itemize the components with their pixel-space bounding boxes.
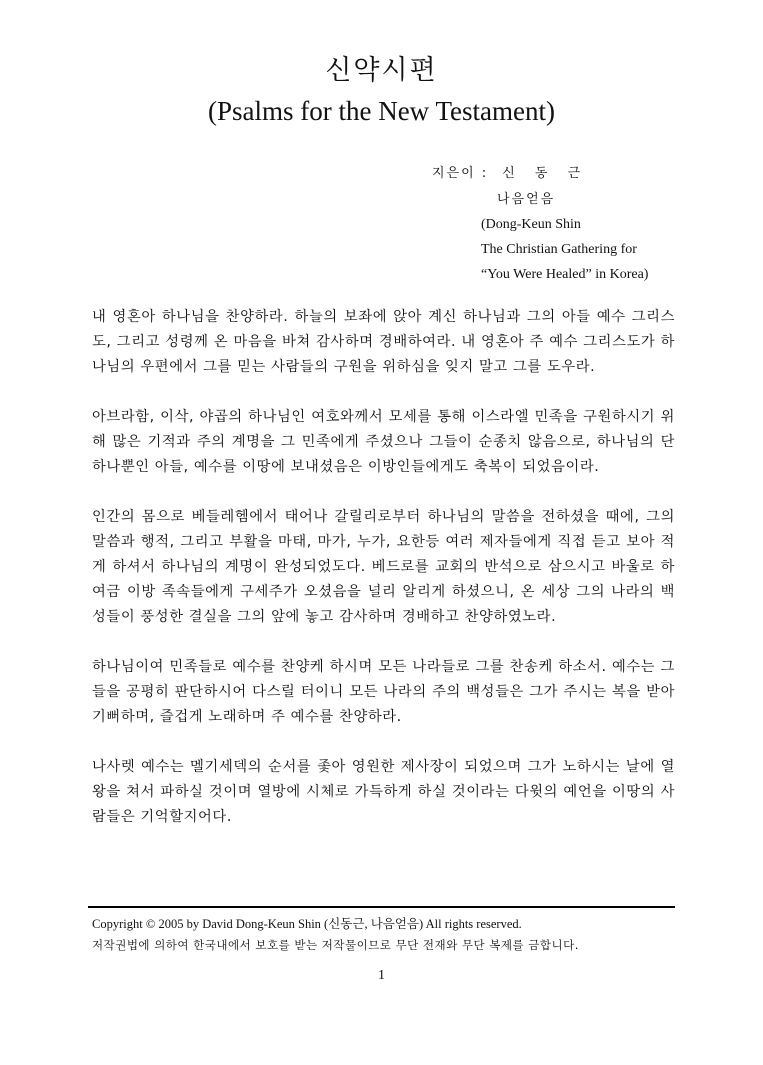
author-name: 신 동 근 [502,166,589,181]
footer-divider [88,906,675,908]
author-english-line: (Dong-Keun Shin [481,217,581,232]
paragraph: 나사렛 예수는 멜기세덱의 순서를 좇아 영원한 제사장이 되었으며 그가 노하시는 날에 열왕을 쳐서 파하실 것이며 열방에 시체로 가득하게 하실 것이라는 다윗의 예언을 이땅의 사람들은 기억할지어다. [92,759,675,825]
paragraph: 인간의 몸으로 베들레헴에서 태어나 갈릴리로부터 하나님의 말씀을 전하셨을 때에, 그의 말씀과 행적, 그리고 부활을 마태, 마가, 누가, 요한등 여러 제자들에게 직접 듣고 보아 적게 하셔서 하나님의 계명이 완성되었도다. 베드로를 교회의 반석으로 삼으시고 바울로 하여금 이방 족속들에게 구세주가 오셨음을 널리 알리게 하셨으니, 온 세상 그의 나라의 백성들이 풍성한 결실을 그의 앞에 놓고 감사하며 경배하고 찬양하였노라. [92,509,675,625]
body-text [92,305,675,855]
page-subtitle: (Psalms for the New Testament) [207,96,556,126]
copyright-notice: Copyright © 2005 by David Dong-Keun Shin (신동근, 나음얻음) All rights reserved. [92,917,522,931]
author-org: 나음얻음 [497,192,556,207]
author-english-block [481,212,648,287]
reproduction-notice: 저작권법에 의하여 한국내에서 보호를 받는 저작물이므로 무단 전재와 무단 복제를 금합니다. [92,938,579,952]
paragraph: 하나님이여 민족들로 예수를 찬양케 하시며 모든 나라들로 그를 찬송케 하소서. 예수는 그들을 공평히 판단하시어 다스릴 터이니 모든 나라의 주의 백성들은 그가 주시는 복을 받아 기뻐하며, 즐겁게 노래하며 주 예수를 찬양하라. [92,659,675,725]
page-title: 신약시편 [325,55,438,86]
author-english-line: The Christian Gathering for [481,242,637,257]
paragraph: 내 영혼아 하나님을 찬양하라. 하늘의 보좌에 앉아 계신 하나님과 그의 아들 예수 그리스도, 그리고 성령께 온 마음을 바쳐 감사하며 경배하여라. 내 영혼아 주 예수 그리스도가 하나님의 우편에서 그를 믿는 사람들의 구원을 위하심을 잊지 말고 그를 도우라. [92,309,675,375]
author-line [432,162,588,181]
author-english-line: “You Were Healed” in Korea) [481,267,649,282]
paragraph: 아브라함, 이삭, 야곱의 하나님인 여호와께서 모세를 통해 이스라엘 민족을 구원하시기 위해 많은 기적과 주의 계명을 그 민족에게 주셨으나 그들이 순종치 않음으로, 하나님의 단 하나뿐인 아들, 예수를 이땅에 보내셨음은 이방인들에게도 축복이 되었음이라. [92,409,675,475]
page-number: 1 [378,968,385,983]
author-label: 지은이 : [432,166,489,181]
